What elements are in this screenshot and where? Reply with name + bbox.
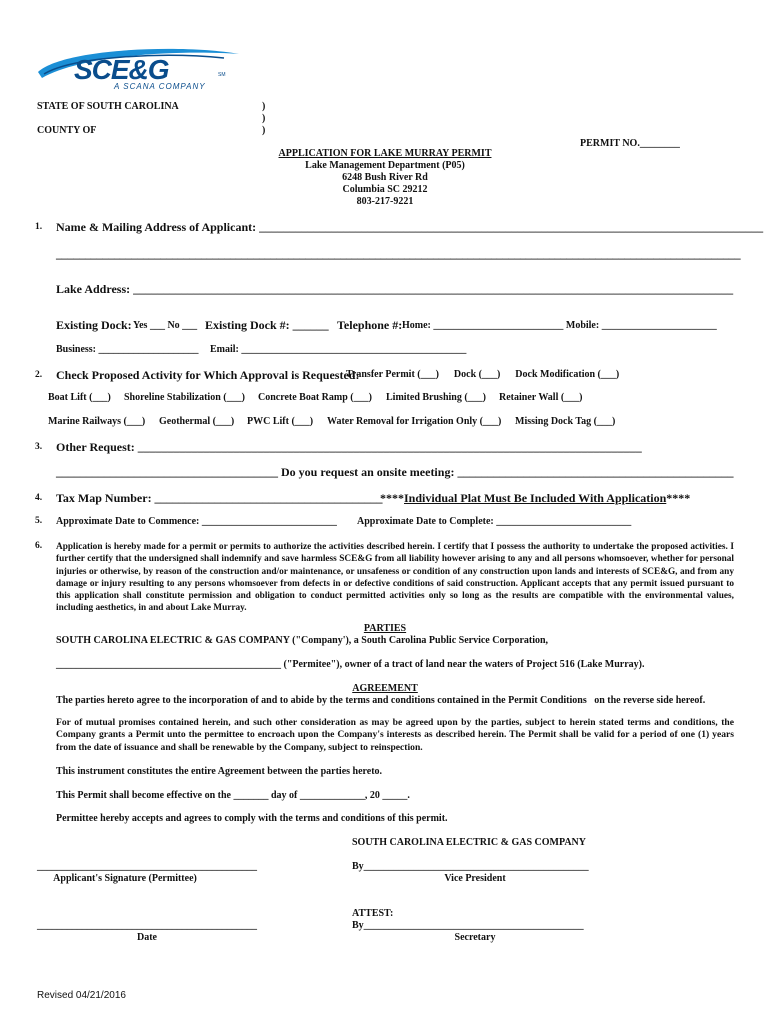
tax-map-number-field[interactable]: Tax Map Number: ______________________________________ <box>56 491 383 505</box>
activity-row-1[interactable]: Transfer Permit (___) Dock (___) Dock Modification (___) <box>346 369 620 380</box>
date-label: Date <box>137 932 157 943</box>
agreement-p1: The parties hereto agree to the incorporation of and to abide by the terms and conditions contained in the Permit Conditions on the reverse side hereof. <box>56 695 706 706</box>
logo-wordmark: SCE&G <box>74 54 169 85</box>
business-phone-field[interactable]: Business: ____________________ <box>56 344 199 355</box>
vice-president-signature-field[interactable]: By_____________________________________________ <box>352 861 589 872</box>
department: Lake Management Department (P05) <box>305 160 465 171</box>
logo-subtitle: A SCANA COMPANY <box>114 82 206 91</box>
county-label: COUNTY OF <box>37 125 97 136</box>
applicant-signature-field[interactable]: ____________________________________________ <box>37 861 257 872</box>
commence-date-field[interactable]: Approximate Date to Commence: ___________________________ <box>56 516 337 527</box>
phone-number: 803-217-9221 <box>356 196 414 207</box>
email-field[interactable]: Email: _____________________________________________ <box>210 344 467 355</box>
parties-heading: PARTIES <box>363 623 407 634</box>
section-6-number: 6. <box>35 541 43 551</box>
attest-label: ATTEST: <box>352 908 394 919</box>
paren-2: ) <box>262 113 266 124</box>
agreement-p2: For of mutual promises contained herein, and such other consideration as may be agreed upon by the parties, subject to herein stated terms and conditions, the Company grants a Permit unto the permittee to encroach upon the Company's interests as described herein. The Permit shall be valid for a period of one (1) years from the date of issuance and shall be renewable by the Company, subject to reinspection. <box>56 717 734 753</box>
section-2-number: 2. <box>35 370 43 380</box>
activity-shoreline-stabilization[interactable]: Shoreline Stabilization (___) <box>124 392 245 403</box>
effective-date-field[interactable]: This Permit shall become effective on the _______ day of _____________, 20 _____. <box>56 790 410 801</box>
city-address: Columbia SC 29212 <box>342 184 428 195</box>
section-1-number: 1. <box>35 222 43 232</box>
section-4-number: 4. <box>35 493 43 503</box>
home-mobile-phone-fields[interactable]: Home: __________________________ Mobile: _______________________ <box>402 320 717 331</box>
permit-number-field[interactable]: PERMIT NO.________ <box>580 138 680 149</box>
plat-stars-right: **** <box>666 491 691 505</box>
street-address: 6248 Bush River Rd <box>342 172 428 183</box>
activity-missing-dock-tag[interactable]: Missing Dock Tag (___) <box>515 416 616 427</box>
paren-1: ) <box>262 101 266 112</box>
complete-date-field[interactable]: Approximate Date to Complete: ___________________________ <box>357 516 632 527</box>
lake-address-field[interactable]: Lake Address: ____________________________________________________________________________________________________ <box>56 282 734 296</box>
state-label: STATE OF SOUTH CAROLINA <box>37 101 179 112</box>
parties-company: SOUTH CAROLINA ELECTRIC & GAS COMPANY ("Company'), a South Carolina Public Service Corporation, <box>56 635 549 646</box>
applicant-address-field[interactable]: ______________________________________________________________________________________________________________________ <box>56 247 741 261</box>
applicant-signature-label: Applicant's Signature (Permittee) <box>53 873 197 884</box>
agreement-p3: This instrument constitutes the entire Agreement between the parties hereto. <box>56 766 383 777</box>
proposed-activity-label: Check Proposed Activity for Which Approval is Requested: <box>56 368 360 382</box>
activity-pwc-lift[interactable]: PWC Lift (___) <box>247 416 314 427</box>
telephone-label: Telephone #: <box>337 318 403 332</box>
plat-notice <box>380 491 690 506</box>
paren-3: ) <box>262 125 266 136</box>
existing-dock-number-field[interactable]: Existing Dock #: ______ <box>205 318 329 332</box>
activity-limited-brushing[interactable]: Limited Brushing (___) <box>386 392 487 403</box>
existing-dock-yes-no[interactable]: Yes ___ No ___ <box>133 320 198 331</box>
date-signature-field[interactable]: ____________________________________________ <box>37 920 257 931</box>
revision-date: Revised 04/21/2016 <box>37 990 126 1001</box>
plat-notice-text: Individual Plat Must Be Included With Application <box>404 491 667 505</box>
plat-stars-left: **** <box>380 491 404 505</box>
other-request-field[interactable]: Other Request: ____________________________________________________________________________________ <box>56 440 642 454</box>
section-5-number: 5. <box>35 516 43 526</box>
form-title: APPLICATION FOR LAKE MURRAY PERMIT <box>278 148 492 159</box>
secretary-label: Secretary <box>454 932 496 943</box>
company-signature-heading: SOUTH CAROLINA ELECTRIC & GAS COMPANY <box>352 837 587 848</box>
activity-retainer-wall[interactable]: Retainer Wall (___) <box>499 392 583 403</box>
existing-dock-label: Existing Dock: <box>56 318 132 332</box>
activity-boat-lift[interactable]: Boat Lift (___) <box>48 392 111 403</box>
logo-tm: SM <box>218 72 226 78</box>
secretary-signature-field[interactable]: By____________________________________________ <box>352 920 584 931</box>
onsite-meeting-field[interactable]: _____________________________________ Do you request an onsite meeting: ______________________________________________ <box>56 465 734 479</box>
vice-president-label: Vice President <box>444 873 506 884</box>
section-3-number: 3. <box>35 442 43 452</box>
permitee-name-field[interactable]: _____________________________________________ ("Permitee"), owner of a tract of land near the waters of Project 516 (Lake Murray). <box>56 659 645 670</box>
application-certification-text: Application is hereby made for a permit or permits to authorize the activities described herein. I certify that I possess the authority to undertake the proposed activities. I further certify that the undersigned shall indemnify and save harmless SCE&G from all liability however arising to any and all persons whomsoever, whether for personal injuries or otherwise, by reason of the construction and/or maintenance, or unsafeness or condition of any construction upon lands and interests of SCE&G, and from any damage or injury resulting to any persons whomsoever from defects in or defective conditions of said construction. Applicant accepts that any permit issued pursuant to this application shall constitute permission and obligation to conduct permitted activities only so long as the results are compatible with the environmental values, including aesthetics, in and about Lake Murray. <box>56 542 734 614</box>
agreement-p5: Permittee hereby accepts and agrees to comply with the terms and conditions of this permit. <box>56 813 448 824</box>
activity-marine-railways[interactable]: Marine Railways (___) <box>48 416 146 427</box>
activity-water-removal[interactable]: Water Removal for Irrigation Only (___) <box>327 416 502 427</box>
applicant-name-field[interactable]: Name & Mailing Address of Applicant: ____________________________________________________________________________________ <box>56 220 764 234</box>
activity-geothermal[interactable]: Geothermal (___) <box>159 416 235 427</box>
sceg-logo <box>34 44 244 94</box>
agreement-heading: AGREEMENT <box>352 683 418 694</box>
activity-concrete-boat-ramp[interactable]: Concrete Boat Ramp (___) <box>258 392 372 403</box>
